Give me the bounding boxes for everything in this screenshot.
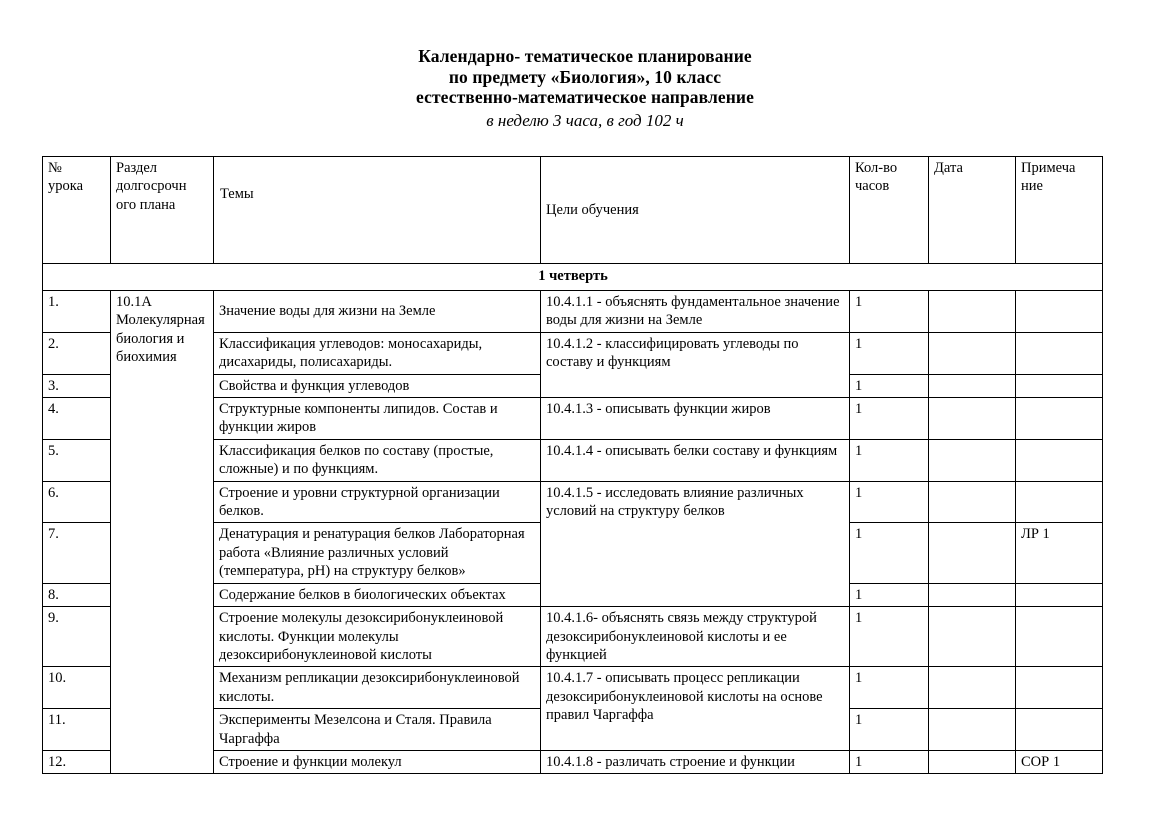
cell-hours: 1 [850,667,929,709]
cell-learning-goal: 10.4.1.1 - объяснять фундаментальное значение воды для жизни на Земле [541,291,850,333]
planning-table-wrapper [42,156,1102,774]
column-header-date: Дата [929,157,1016,264]
cell-learning-goal: 10.4.1.8 - различать строение и функции [541,750,850,773]
cell-hours: 1 [850,439,929,481]
cell-hours: 1 [850,398,929,440]
column-header-learning-goals: Цели обучения [541,157,850,264]
cell-note [1016,583,1103,606]
cell-theme: Денатурация и ренатурация белков Лабораторная работа «Влияние различных условий (температура, рН) на структуру белков» [214,523,541,583]
cell-date [929,398,1016,440]
column-header-section-line2: долгосрочн [116,178,187,195]
cell-date [929,709,1016,751]
header-row [43,157,1103,264]
cell-date [929,439,1016,481]
cell-lesson-number: 12. [43,750,111,773]
cell-date [929,607,1016,667]
cell-hours: 1 [850,481,929,523]
cell-theme: Значение воды для жизни на Земле [214,291,541,333]
column-header-hours [850,157,929,264]
cell-learning-goal: 10.4.1.2 - классифицировать углеводы по составу и функциям [541,332,850,397]
cell-learning-goal: 10.4.1.6- объяснять связь между структурой дезоксирибонуклеиновой кислоты и ее функцией [541,607,850,667]
cell-note [1016,709,1103,751]
cell-theme: Строение молекулы дезоксирибонуклеиновой кислоты. Функции молекулы дезоксирибонуклеиновой кислоты [214,607,541,667]
column-header-section [111,157,214,264]
cell-theme: Строение и функции молекул [214,750,541,773]
cell-hours: 1 [850,374,929,397]
cell-date [929,583,1016,606]
cell-lesson-number: 4. [43,398,111,440]
cell-note [1016,439,1103,481]
column-header-themes: Темы [214,157,541,264]
cell-note [1016,398,1103,440]
cell-note [1016,291,1103,333]
page-title-line-3: естественно-математическое направление [416,87,754,108]
cell-lesson-number: 6. [43,481,111,523]
cell-lesson-number: 1. [43,291,111,333]
column-header-hours-line1: Кол-во [855,160,898,176]
cell-lesson-number: 7. [43,523,111,583]
column-header-note-line1: Примеча [1021,160,1076,176]
table-row [43,291,1103,333]
cell-learning-goal: 10.4.1.5 - исследовать влияние различных условий на структуру белков [541,481,850,606]
calendar-thematic-planning-table [42,156,1103,774]
cell-theme: Классификация углеводов: моносахариды, дисахариды, полисахариды. [214,332,541,374]
cell-note [1016,332,1103,374]
cell-theme: Содержание белков в биологических объектах [214,583,541,606]
cell-note: СОР 1 [1016,750,1103,773]
cell-learning-goal: 10.4.1.3 - описывать функции жиров [541,398,850,440]
column-header-hours-line2: часов [855,178,890,195]
quarter-separator-row [43,264,1103,291]
cell-learning-goal: 10.4.1.7 - описывать процесс репликации дезоксирибонуклеиновой кислоты на основе правил Чаргаффа [541,667,850,751]
cell-lesson-number: 5. [43,439,111,481]
cell-theme: Эксперименты Мезелсона и Сталя. Правила Чаргаффа [214,709,541,751]
column-header-lesson-number-line1: № [48,160,62,176]
cell-note [1016,374,1103,397]
cell-hours: 1 [850,750,929,773]
cell-theme: Классификация белков по составу (простые, сложные) и по функциям. [214,439,541,481]
cell-lesson-number: 3. [43,374,111,397]
cell-theme: Строение и уровни структурной организации белков. [214,481,541,523]
cell-note [1016,607,1103,667]
cell-hours: 1 [850,607,929,667]
column-header-section-line3: ого плана [116,196,176,213]
document-title-block [0,0,1170,131]
cell-date [929,291,1016,333]
cell-theme: Структурные компоненты липидов. Состав и функции жиров [214,398,541,440]
page-title-line-2: по предмету «Биология», 10 класс [448,66,722,87]
cell-date [929,481,1016,523]
cell-lesson-number: 10. [43,667,111,709]
cell-hours: 1 [850,523,929,583]
cell-date [929,667,1016,709]
cell-learning-goal: 10.4.1.4 - описывать белки составу и функциям [541,439,850,481]
cell-note [1016,667,1103,709]
cell-hours: 1 [850,332,929,374]
cell-hours: 1 [850,709,929,751]
table-body [43,264,1103,774]
column-header-lesson-number [43,157,111,264]
column-header-lesson-number-line2: урока [48,178,84,195]
page-title-line-1: Календарно- тематическое планирование [418,46,752,66]
column-header-section-line1: Раздел [116,160,158,176]
page-subtitle: в неделю 3 часа, в год 102 ч [486,110,684,130]
column-header-note-line2: ние [1021,178,1043,195]
cell-date [929,523,1016,583]
cell-lesson-number: 9. [43,607,111,667]
cell-date [929,750,1016,773]
cell-note [1016,481,1103,523]
cell-date [929,374,1016,397]
cell-lesson-number: 11. [43,709,111,751]
cell-section-name: 10.1А Молекулярная биология и биохимия [111,291,214,774]
column-header-note [1016,157,1103,264]
cell-theme: Свойства и функция углеводов [214,374,541,397]
cell-date [929,332,1016,374]
cell-theme: Механизм репликации дезоксирибонуклеиновой кислоты. [214,667,541,709]
cell-lesson-number: 2. [43,332,111,374]
cell-note: ЛР 1 [1016,523,1103,583]
cell-lesson-number: 8. [43,583,111,606]
cell-hours: 1 [850,583,929,606]
quarter-label: 1 четверть [43,264,1103,291]
table-header [43,157,1103,264]
cell-hours: 1 [850,291,929,333]
